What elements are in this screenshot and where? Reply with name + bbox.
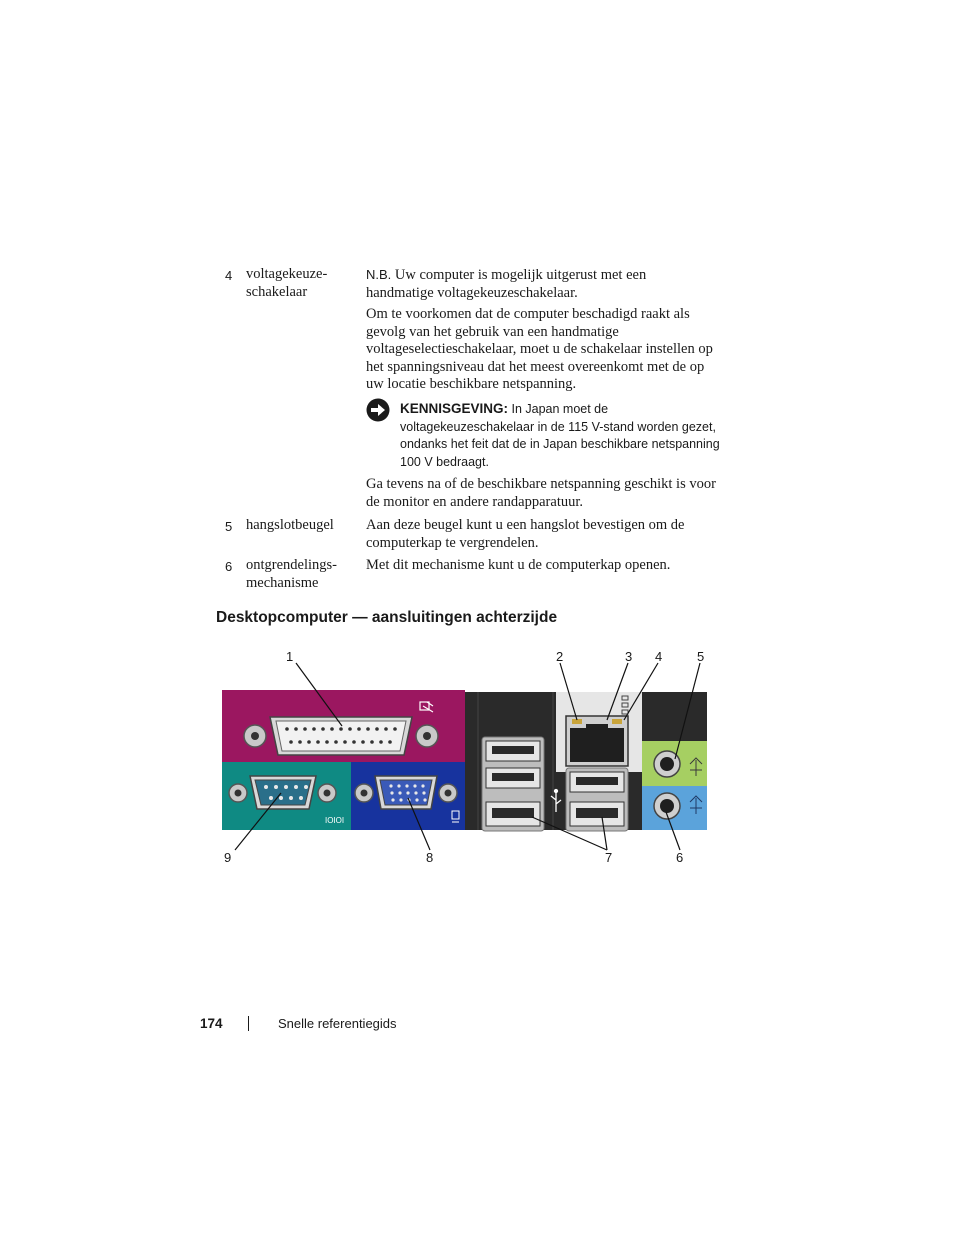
serial-label: IOIOI <box>325 816 345 825</box>
usb-stack-right <box>566 768 628 831</box>
note-label: N.B. <box>366 267 392 282</box>
page-number: 174 <box>200 1016 223 1031</box>
network-connector <box>566 716 628 766</box>
row-6-number: 6 <box>225 559 233 574</box>
row-5-term: hangslotbeugel <box>246 517 334 533</box>
callout-6: 6 <box>676 850 684 865</box>
callout-5: 5 <box>697 649 705 664</box>
callout-8: 8 <box>426 850 434 865</box>
row-5-number: 5 <box>225 519 233 534</box>
callout-9: 9 <box>224 850 232 865</box>
notice-label: KENNISGEVING: <box>400 401 509 416</box>
row-6-term: ontgrendelings-mechanisme <box>246 557 338 591</box>
callout-7: 7 <box>605 850 613 865</box>
callout-4: 4 <box>655 649 663 664</box>
row-4-final-text: Ga tevens na of de beschikbare netspanning geschikt is voor de monitor en andere randapparatuur. <box>366 476 716 510</box>
row-4-term: voltagekeuze-schakelaar <box>246 266 328 300</box>
row-5-description: Aan deze beugel kunt u een hangslot bevestigen om de computerkap te vergrendelen. <box>366 517 685 551</box>
callout-3: 3 <box>625 649 633 664</box>
note-text: Uw computer is mogelijk uitgerust met een handmatige voltagekeuzeschakelaar. <box>366 267 647 301</box>
row-4-paragraph: Om te voorkomen dat de computer beschadigd raakt als gevolg van het gebruik van een handmatige voltageselectieschakelaar, moet u de schakelaar instellen op het spanningsniveau dat het meest overeenkomt met de op uw locatie beschikbare netspanning. <box>366 306 713 392</box>
usb-stack-left <box>482 737 544 831</box>
callout-1: 1 <box>286 649 294 664</box>
footer-separator <box>248 1016 249 1031</box>
section-heading: Desktopcomputer — aansluitingen achterzijde <box>216 609 558 626</box>
row-4-number: 4 <box>225 268 233 283</box>
notice-body: In Japan moet de voltagekeuzeschakelaar in de 115 V-stand worden gezet, ondanks het feit dat de in Japan beschikbare netspanning 100 V bedraagt. <box>400 402 720 469</box>
footer-title: Snelle referentiegids <box>278 1016 397 1031</box>
row-6-description: Met dit mechanisme kunt u de computerkap openen. <box>366 557 671 573</box>
callout-2: 2 <box>556 649 564 664</box>
